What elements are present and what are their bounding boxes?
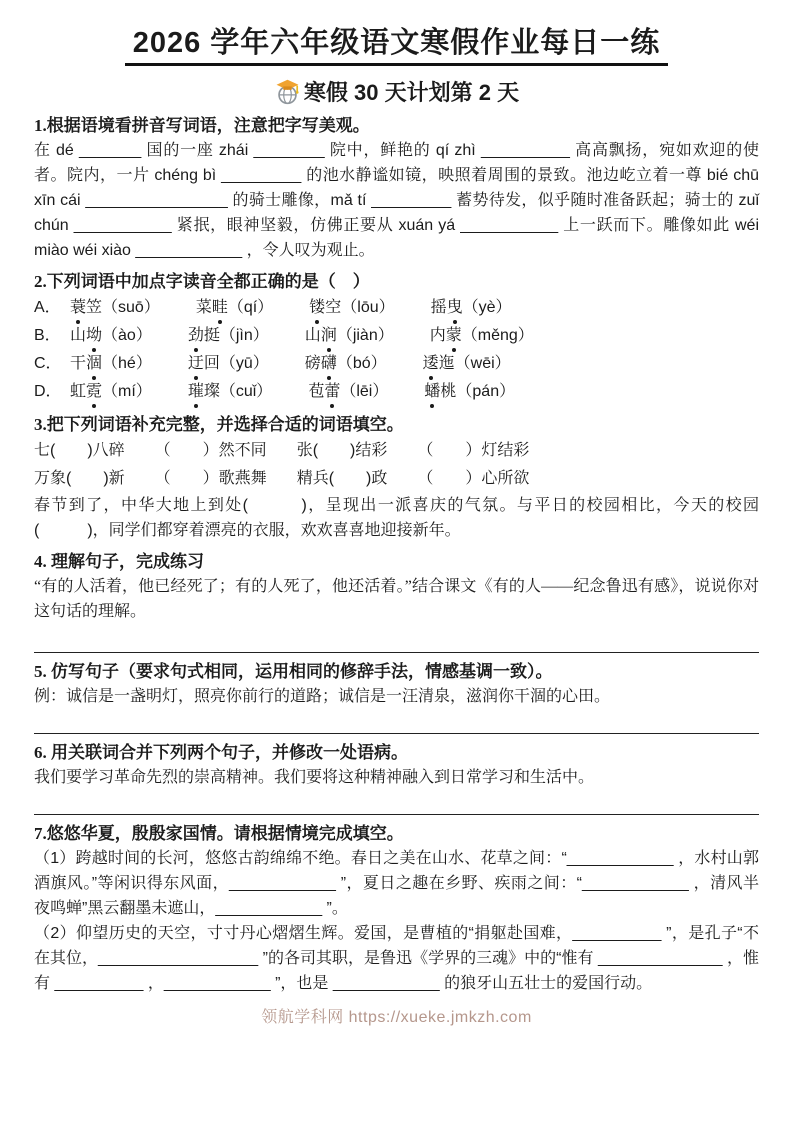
pinyin-label: （pán）: [456, 383, 516, 400]
pinyin-label: （yū）: [219, 355, 269, 372]
q3-word: 精兵( )政: [296, 470, 388, 487]
q6-answer-line: [34, 814, 759, 815]
q2-word-pinyin: 蟠桃（pán）: [424, 378, 515, 406]
q2-word-pinyin: 迂回（yū）: [188, 350, 269, 378]
q2-option-letter: D．: [34, 383, 62, 400]
q3-wordline-2: [34, 465, 759, 493]
q2-word-pinyin: 菜畦（qí）: [196, 294, 273, 322]
q3-word: （ ）歌燕舞: [154, 470, 267, 487]
pinyin-label: （jìn）: [219, 327, 269, 344]
q6-body: 我们要学习革命先烈的崇高精神。我们要将这种精神融入到日常学习和生活中。: [34, 769, 595, 786]
q6-answer-space: [34, 790, 759, 814]
pinyin-label: （yè）: [462, 299, 512, 316]
q7-prompt: 7.悠悠华夏，殷殷家国情。请根据情境完成填空。: [34, 824, 404, 843]
q3-word: 万象( )新: [34, 470, 125, 487]
pinyin-label: （měng）: [461, 327, 534, 344]
q2-word-pinyin: 镂空（lōu）: [309, 294, 394, 322]
q1-body: 在 dé _______ 国的一座 zhái ________ 院中，鲜艳的 qí zhì __________ 高高飘扬，宛如欢迎的使者。院内，一片 chéng bì _________ 的池水静谧如镜，映照着周围的景致。池边屹立着一尊 bié chū xīn cái ________________ 的骑士雕像，mǎ tí _________ 蓄势待发，似乎随时准备跃起；骑士的 zuǐ chún ___________ 紧抿，眼神坚毅，仿佛正要从 xuán yá ___________ 上一跃而下。雕像如此 wéi miào wéi xiào ____________ ，令人叹为观止。: [34, 142, 759, 259]
watermark: 领航学科网 https://xueke.jmkzh.com: [261, 1009, 532, 1026]
q2-option-letter: B．: [34, 327, 61, 344]
pinyin-label: （ào）: [102, 327, 152, 344]
pinyin-label: （wēi）: [454, 355, 511, 372]
page-subtitle: [34, 76, 759, 107]
q2-word-pinyin: 摇曳（yè）: [431, 294, 512, 322]
q2-word-pinyin: 磅礴（bó）: [305, 350, 387, 378]
q2-options: [34, 294, 759, 406]
q3-body: 春节到了，中华大地上到处( )，呈现出一派喜庆的气氛。与平日的校园相比，今天的校园( )，同学们都穿着漂亮的衣服，欢欢喜喜地迎接新年。: [34, 497, 759, 539]
q3-prompt: 3.把下列词语补充完整，并选择合适的词语填空。: [34, 415, 404, 434]
q2-word-pinyin: 山涧（jiàn）: [305, 322, 394, 350]
q4-answer-space: [34, 624, 759, 652]
q3-word: （ ）灯结彩: [417, 442, 530, 459]
pinyin-label: （hé）: [102, 355, 152, 372]
pinyin-label: （cuǐ）: [219, 383, 273, 400]
q4-body: “有的人活着，他已经死了；有的人死了，他还活着。”结合课文《有的人——纪念鲁迅有感》，说说你对这句话的理解。: [34, 578, 759, 620]
q2-prompt: 2.下列词语中加点字读音全都正确的是（ ）: [34, 272, 370, 291]
pinyin-label: （jiàn）: [336, 327, 394, 344]
q3-word: 七( )八碎: [34, 442, 125, 459]
q7-part1: （1）跨越时间的长河，悠悠古韵绵绵不绝。春日之美在山水、花草之间：“____________ ，水村山郭酒旗风。”等闲识得东风面，____________ ”，夏日之趣在乡野、疾雨之间：“____________ ，清风半夜鸣蝉”黑云翻墨未遮山，____________ ”。: [34, 850, 759, 917]
q2-option-row: [34, 350, 759, 378]
q4-prompt: 4. 理解句子，完成练习: [34, 552, 204, 571]
q2-word-pinyin: 劲挺（jìn）: [188, 322, 269, 350]
q2-word-pinyin: 苞蕾（lēi）: [308, 378, 388, 406]
q5-example: 例：诚信是一盏明灯，照亮你前行的道路；诚信是一汪清泉，滋润你干涸的心田。: [34, 688, 611, 705]
q5-answer-space: [34, 709, 759, 733]
q2-word-pinyin: 璀璨（cuǐ）: [188, 378, 273, 406]
pinyin-label: （qí）: [227, 299, 274, 316]
q3-word: （ ）心所欲: [417, 470, 530, 487]
pinyin-label: （mí）: [102, 383, 152, 400]
q2-word-pinyin: 内蒙（měng）: [430, 322, 534, 350]
page-title-text: 2026 学年六年级语文寒假作业每日一练: [125, 20, 669, 66]
q2-word-pinyin: 蓑笠（suō）: [70, 294, 160, 322]
page-subtitle-text: 寒假 30 天计划第 2 天: [303, 80, 520, 105]
q7-part2: （2）仰望历史的天空，寸寸丹心熠熠生辉。爱国，是曹植的“捐躯赴国难，__________ ”，是孔子“不在其位，__________________ ”的各司其职，是鲁迅《学界的三魂》中的“惟有 ______________ ，惟有 __________ ，____________ ”，也是 ____________ 的狼牙山五壮士的爱国行动。: [34, 925, 759, 992]
pinyin-label: （lēi）: [340, 383, 389, 400]
q2-word-pinyin: 虹霓（mí）: [70, 378, 152, 406]
q6-prompt: 6. 用关联词合并下列两个句子，并修改一处语病。: [34, 743, 408, 762]
pinyin-label: （suō）: [102, 299, 160, 316]
q4-answer-line: [34, 652, 759, 653]
q2-word-pinyin: 逶迤（wēi）: [423, 350, 511, 378]
page-title: [34, 20, 759, 66]
q2-option-row: [34, 378, 759, 406]
q3-wordline-1: [34, 437, 759, 465]
q1-prompt: 1.根据语境看拼音写词语，注意把字写美观。: [34, 116, 370, 135]
q3-word: 张( )结彩: [296, 442, 388, 459]
q2-word-pinyin: 山坳（ào）: [70, 322, 152, 350]
q5-prompt: 5. 仿写句子（要求句式相同，运用相同的修辞手法，情感基调一致）。: [34, 662, 553, 681]
q2-word-pinyin: 干涸（hé）: [70, 350, 152, 378]
q2-option-letter: A．: [34, 299, 61, 316]
q3-word: （ ）然不同: [154, 442, 267, 459]
q5-answer-line: [34, 733, 759, 734]
q2-option-letter: C．: [34, 355, 62, 372]
q2-option-row: [34, 294, 759, 322]
pinyin-label: （bó）: [336, 355, 387, 372]
graduation-cap-globe-icon: [274, 78, 301, 105]
pinyin-label: （lōu）: [341, 299, 395, 316]
q2-option-row: [34, 322, 759, 350]
